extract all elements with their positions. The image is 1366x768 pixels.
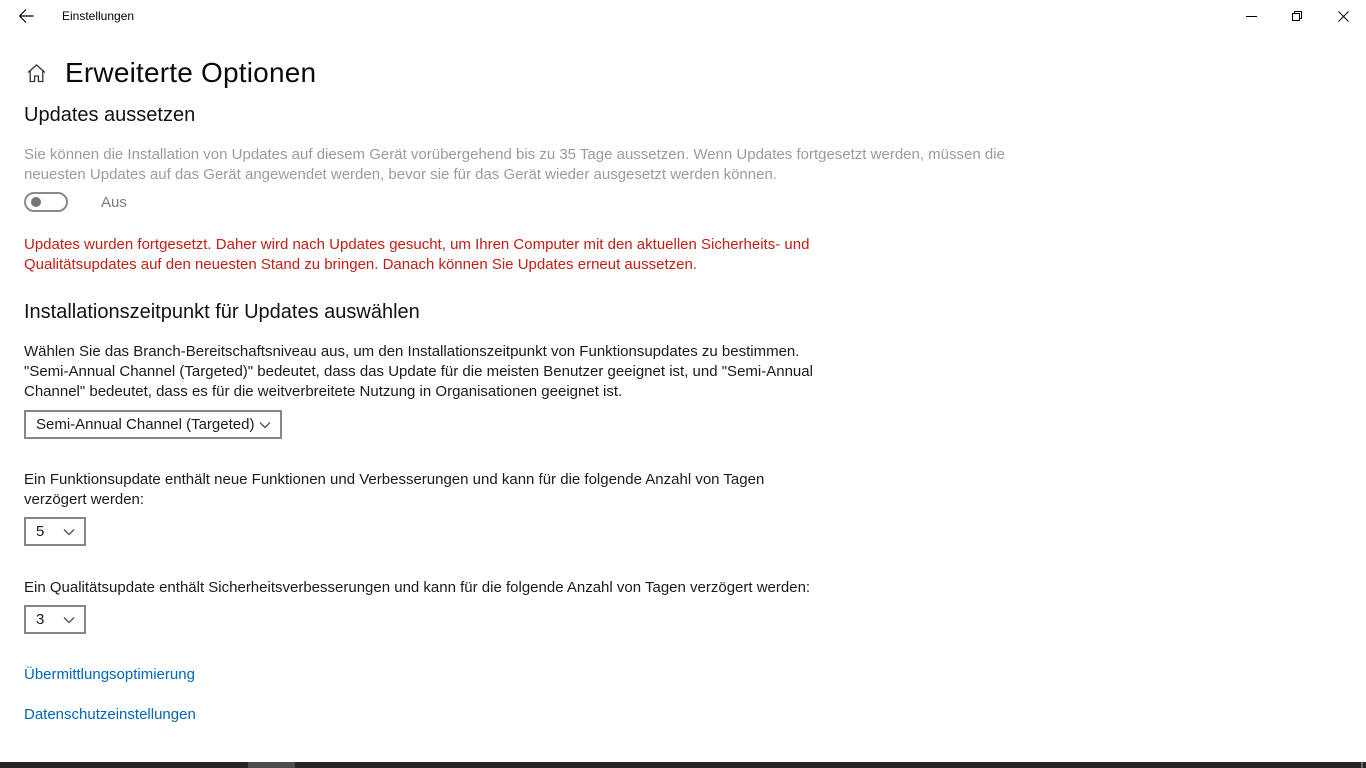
quality-update-text: Ein Qualitätsupdate enthält Sicherheitsverbesserungen und kann für die folgende Anzahl von Tagen verzögert werden: [24,579,811,596]
home-icon [26,62,48,84]
feature-update-text: Ein Funktionsupdate enthält neue Funktionen und Verbesserungen und kann für die folgende Anzahl von Tagen verzögert werden: [24,471,765,508]
feature-delay-select[interactable] [24,517,86,546]
pause-section-title: Updates aussetzen [24,104,196,126]
pause-description: Sie können die Installation von Updates auf diesem Gerät vorübergehend bis zu 35 Tage aussetzen. Wenn Updates fortgesetzt werden, müssen die neuesten Updates auf das Gerät angewendet werden, bevor sie für das Gerät wieder ausgesetzt werden können. [24,146,1005,183]
privacy-settings-link[interactable]: Datenschutzeinstellungen [24,706,196,723]
window-controls [1228,0,1366,32]
restore-button[interactable] [1274,0,1320,32]
pause-toggle-row [24,192,127,212]
taskbar-edge[interactable] [0,762,1366,768]
chevron-down-icon [63,616,75,624]
feature-delay-value: 5 [36,523,45,540]
updates-resumed-warning: Updates wurden fortgesetzt. Daher wird nach Updates gesucht, um Ihren Computer mit den aktuellen Sicherheits- und Qualitätsupdates auf den neuesten Stand zu bringen. Danach können Sie Updates erneut aussetzen. [24,236,810,273]
taskbar-active-app-segment[interactable] [248,762,295,768]
page-title: Erweiterte Optionen [65,57,317,88]
back-arrow-icon [18,8,35,24]
close-button[interactable] [1320,0,1366,32]
restore-icon [1291,10,1303,22]
chevron-down-icon [63,528,75,536]
install-section-title: Installationszeitpunkt für Updates auswählen [24,301,420,323]
titlebar [0,0,1366,32]
quality-delay-value: 3 [36,611,45,628]
back-button[interactable] [6,0,46,32]
page-header [26,54,316,92]
minimize-icon [1246,11,1257,22]
branch-description: Wählen Sie das Branch-Bereitschaftsniveau aus, um den Installationszeitpunkt von Funktionsupdates zu bestimmen. "Semi-Annual Channel (Targeted)" bedeutet, dass das Update für die meisten Benutzer geeignet ist, und "Semi-Annual Channel" bedeutet, dass es für die weitverbreitete Nutzung in Organisationen geeignet ist. [24,343,813,400]
quality-delay-select[interactable] [24,605,86,634]
taskbar-edge-divider [1361,762,1363,768]
pause-toggle-switch[interactable] [24,192,68,212]
branch-readiness-value: Semi-Annual Channel (Targeted) [36,416,255,433]
toggle-state-label: Aus [101,193,127,211]
chevron-down-icon [259,421,271,429]
close-icon [1338,11,1349,22]
window-title: Einstellungen [62,9,135,23]
toggle-knob [31,197,41,207]
branch-readiness-select[interactable] [24,410,282,439]
delivery-optimization-link[interactable]: Übermittlungsoptimierung [24,666,195,683]
minimize-button[interactable] [1228,0,1274,32]
